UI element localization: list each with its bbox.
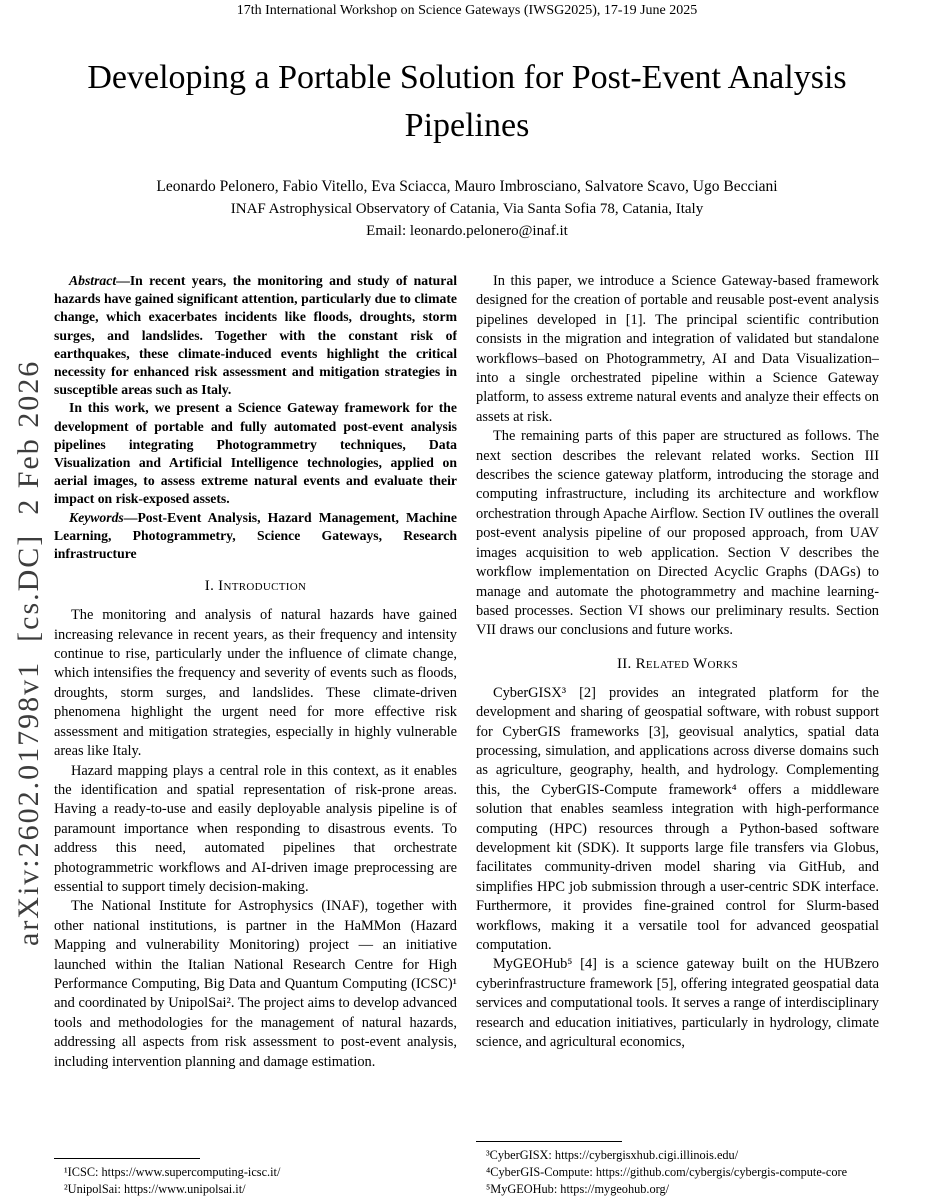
related-works-paragraph-1: CyberGISX³ [2] provides an integrated platform for the development and sharing of geospatial software, with robust support for CyberGIS frameworks [3], geovisual analytics, spatial data processing, simulation, and applications across diverse domains such as agriculture, geography, health, and hydrology. Complementing this, the CyberGIS-Compute framework⁴ offers a middleware solution that enables seamless integration with high-performance computing (HPC) resources through a Python-based software development kit (SDK). It supports large file transfers via Globus, facilitates community-driven model sharing via GitHub, and simplifies HPC job submission through a user-centric SDK interface. Furthermore, it provides fine-grained control for Slurm-based workflows, making it a versatile tool for advanced geospatial computation. <box>476 684 879 953</box>
related-works-paragraph-2: MyGEOHub⁵ [4] is a science gateway built on the HUBzero cyberinfrastructure framework [5], offering integrated geospatial data services and computational tools. It serves a range of interdisciplinary research and education initiatives, particularly in hydrology, climate science, and agricultural economics, <box>476 956 879 1051</box>
abstract-paragraph-2: In this work, we present a Science Gateway framework for the development of portable and fully automated post-event analysis pipelines integrating Photogrammetry techniques, Data Visualization and Artificial Intelligence technologies, applied on aerial images, to assess extreme natural events and evaluate their impact on risk-exposed assets. <box>54 400 457 507</box>
conference-header: 17th International Workshop on Science Gateways (IWSG2025), 17-19 June 2025 <box>236 3 698 18</box>
section-heading-introduction: I. Introduction <box>204 578 307 595</box>
two-column-body <box>54 272 880 1200</box>
keywords-paragraph <box>54 509 457 564</box>
section-heading-related-works: II. Related Works <box>616 655 739 672</box>
footnote-icsc: ¹ICSC: https://www.supercomputing-icsc.it/ <box>64 1165 281 1179</box>
arxiv-watermark: arXiv:2602.01798v1 [cs.DC] 2 Feb 2026 <box>12 359 45 946</box>
affiliation-line: INAF Astrophysical Observatory of Catania, Via Santa Sofia 78, Catania, Italy <box>230 201 704 217</box>
footnote-cybergis-compute: ⁴CyberGIS-Compute: https://github.com/cybergis/cybergis-compute-core <box>486 1165 848 1179</box>
email-line: Email: leonardo.pelonero@inaf.it <box>366 223 568 239</box>
footnote-cybergisx: ³CyberGISX: https://cybergisxhub.cigi.illinois.edu/ <box>486 1148 739 1162</box>
abstract-text-1: —In recent years, the monitoring and study of natural hazards have gained significant attention, particularly due to climate change, which exacerbates incidents like floods, droughts, storm surges, and landslides. Together with the constant risk of earthquakes, these climate-induced events highlight the critical necessity for enhanced risk assessment and mitigation strategies in susceptible areas such as Italy. <box>54 273 457 398</box>
left-column <box>54 272 457 1200</box>
introduction-paragraph-5: The remaining parts of this paper are structured as follows. The next section describes the relevant related works. Section III describes the science gateway platform, introducing the storage and computing infrastructure, including its architecture and workflow orchestration through Apache Airflow. Section IV outlines the overall post-event analysis pipeline of our proposed approach, from UAV images acquisition to web application. Section V describes the workflow implementation on Directed Acyclic Graphs (DAGs) to manage and automate the photogrammetry and machine learning-based processes. Section VI shows our preliminary results. Section VII draws our conclusions and future works. <box>476 428 879 639</box>
introduction-paragraph-3: The National Institute for Astrophysics (INAF), together with other national institutions, is partner in the HaMMon (Hazard Mapping and vulnerability Monitoring) project — an initiative launched within the Italian National Research Centre for High Performance Computing, Big Data and Quantum Computing (ICSC)¹ and coordinated by UnipolSai². The project aims to develop advanced tools and methodologies for the management of natural hazards, addressing all aspects from risk assessment to post-event analysis, including intervention planning and damage estimation. <box>54 898 457 1070</box>
footnotes-left <box>54 1154 457 1200</box>
author-list: Leonardo Pelonero, Fabio Vitello, Eva Sciacca, Mauro Imbrosciano, Salvatore Scavo, Ugo Becciani <box>156 178 778 195</box>
introduction-paragraph-4: In this paper, we introduce a Science Gateway-based framework designed for the creation of portable and reusable post-event analysis pipelines developed in [1]. The principal scientific contribution consists in the migration and integration of validated but standalone workflows–based on Photogrammetry, AI and Data Visualization–into a single orchestrated pipeline within a Science Gateway platform, to assess extreme natural events and analyze their effects on assets at risk. <box>476 273 879 425</box>
abstract-paragraph-1 <box>54 272 457 399</box>
keywords-text: —Post-Event Analysis, Hazard Management, Machine Learning, Photogrammetry, Science Gateways, Research infrastructure <box>54 509 457 562</box>
introduction-paragraph-1: The monitoring and analysis of natural hazards have gained increasing relevance in recent years, as their frequency and intensity continue to rise, particularly under the influence of climate change, which intensifies the frequency and severity of events such as floods, droughts, storm surges, and landslides. These climate-driven phenomena highlight the urgent need for more effective risk assessment and mitigation strategies, especially in highly vulnerable areas like Italy. <box>54 607 457 760</box>
introduction-paragraph-2: Hazard mapping plays a central role in this context, as it enables the identification and spatial representation of risk-prone areas. Having a ready-to-use and easily deployable analysis pipeline is of paramount importance when responding to disastrous events. To address this need, automated pipelines that orchestrate photogrammetric workflows and AI-driven image preprocessing are essential to support timely decision-making. <box>54 762 457 895</box>
footnote-rule <box>476 1141 622 1142</box>
footnotes-right <box>476 1137 879 1200</box>
abstract-label: Abstract <box>69 273 117 288</box>
footnote-unipolsai: ²UnipolSai: https://www.unipolsai.it/ <box>64 1182 246 1196</box>
keywords-label: Keywords <box>69 509 124 525</box>
right-column <box>476 272 879 1200</box>
footnote-mygeohub: ⁵MyGEOHub: https://mygeohub.org/ <box>486 1182 670 1196</box>
footnote-rule <box>54 1158 200 1159</box>
paper-title: Developing a Portable Solution for Post-Event Analysis Pipelines <box>87 59 847 144</box>
